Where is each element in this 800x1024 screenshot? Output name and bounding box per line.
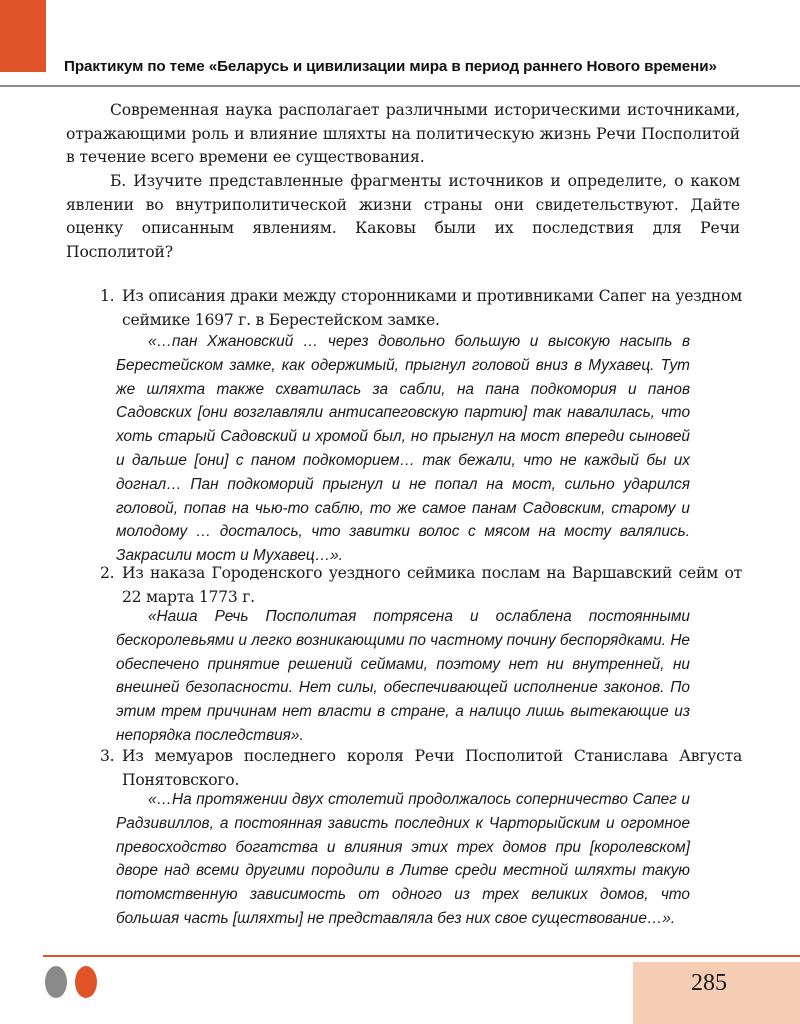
intro-paragraph: Современная наука располагает различными историческими источниками, отражающими роль и влияние шляхты на политическую жизнь Речи Посполитой в течение всего времени ее существования.	[66, 101, 740, 166]
corner-accent-bar	[0, 0, 46, 72]
header-divider	[0, 85, 800, 87]
source-1-title-text: Из описания драки между сторонниками и противниками Сапег на уездном сеймике 1697 г. в Берестейском замке.	[122, 287, 742, 329]
running-header-title: Практикум по теме «Беларусь и цивилизации мира в период раннего Нового времени»	[64, 58, 717, 75]
source-1-number: 1.	[100, 287, 115, 305]
source-2-title-text: Из наказа Городенского уездного сеймика послам на Варшавский сейм от 22 марта 1773 г.	[122, 564, 742, 606]
footer-divider	[43, 955, 800, 957]
source-1-quote: «…пан Хжановский … через довольно большую и высокую насыпь в Берестейском замке, как одержимый, прыгнул головой вниз в Мухавец. Тут же шляхта также схватилась за сабли, на пана подкомория и панов Садовских [они возглавляли антисапеговскую партию] так навалилась, что хоть старый Садовский и хромой был, но прыгнул на мост впереди сыновей и дальше [они] с паном подкоморием… так бежали, что не каждый бы их догнал… Пан подкоморий прыгнул и не попал на мост, сильно ударился головой, попав на чью-то саблю, то же самое панам Садовским, старому и молодому … досталось, что завитки волос с мясом на мосту валялись. Закрасили мост и Мухавец…».	[116, 333, 690, 565]
source-2-quote: «Наша Речь Посполитая потрясена и ослаблена постоянными бескоролевьями и легко возникающими по частному почину беспорядками. Не обеспечено принятие решений сеймами, поэтому нет ни внутренней, ни внешней безопасности. Нет силы, обеспечивающей исполнение законов. По этим трем причинам нет власти в стране, а налицо лишь вытекающие из непорядка последствия».	[116, 608, 690, 744]
page-number-box	[633, 962, 800, 1024]
orange-circle-icon	[75, 966, 97, 998]
gray-circle-icon	[45, 966, 67, 998]
source-2-number: 2.	[100, 564, 115, 582]
source-3-number: 3.	[100, 747, 115, 765]
source-1-title	[100, 284, 742, 332]
source-3-quote: «…На протяжении двух столетий продолжалось соперничество Сапег и Радзивиллов, а постоянная зависть последних к Чарторыйским и огромное превосходство богатства и влияния этих трех домов при [королевском] дворе над всеми другими породили в Литве среди местной шляхты такую потомственную зависимость от одного из трех великих домов, что большая часть [шляхты] не представляла без них свое существование…».	[116, 791, 690, 927]
task-paragraph: Б. Изучите представленные фрагменты источников и определите, о каком явлении во внутриполитической жизни страны они свидетельствуют. Дайте оценку описанным явлениям. Каковы были их последствия для Речи Посполитой?	[66, 172, 740, 261]
source-2-title	[100, 561, 742, 609]
source-3-title-text: Из мемуаров последнего короля Речи Посполитой Станислава Августа Понятовского.	[122, 747, 742, 789]
page-number: 285	[691, 970, 727, 996]
source-3-title	[100, 744, 742, 792]
